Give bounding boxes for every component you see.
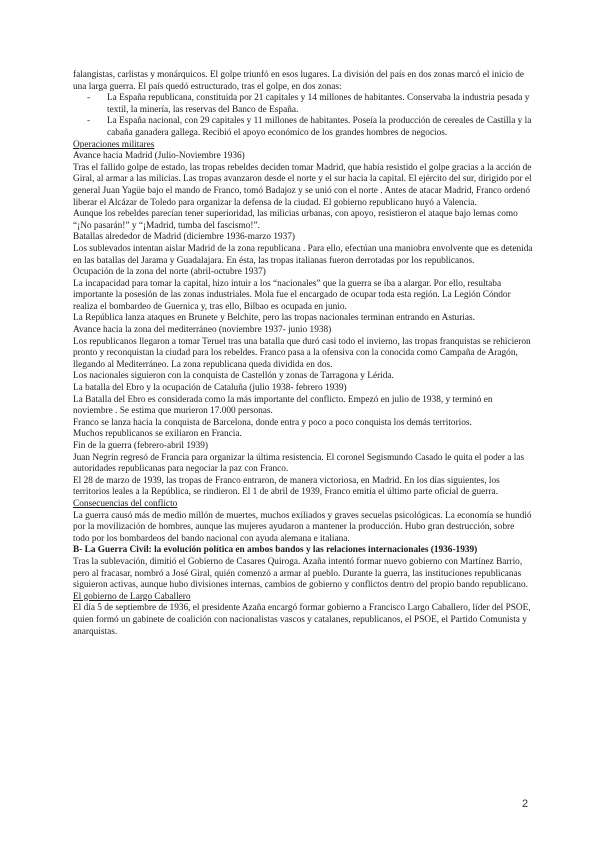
zones-list xyxy=(73,93,533,139)
subheading-batallas: Batallas alrededor de Madrid (diciembre 1936-marzo 1937) xyxy=(73,232,296,243)
list-item-text: La España republicana, constituida por 21 capitales y 14 millones de habitantes. Conservaba la industria pesada y textil, la minería, las reservas del Banco de España. xyxy=(107,93,530,115)
paragraph: La República lanza ataques en Brunete y Belchite, pero las tropas nacionales terminan entrando en Asturias. xyxy=(73,313,475,324)
bullet-dash: - xyxy=(87,93,91,104)
paragraph: Tras la sublevación, dimitió el Gobierno de Casares Quiroga. Azaña intentó formar nuevo gobierno con Martínez Barrio, pero al fracasar, nombró a José Giral, quién comenzó a armar al pueblo. Durante la guerra, las instituciones republicanas siguieron activas, aunque hubo divisiones internas, cambios de gobierno y conflictos dentro del propio bando republicano. xyxy=(73,556,528,591)
paragraph: El día 5 de septiembre de 1936, el presidente Azaña encargó formar gobierno a Francisco Largo Caballero, líder del PSOE, quien formó un gabinete de coalición con nacionalistas vascos y catalanes, republicanos, el PSOE, el Partido Comunista y anarquistas. xyxy=(73,603,531,637)
list-item-text: La España nacional, con 29 capitales y 11 millones de habitantes. Poseía la producción de cereales de Castilla y la cabaña ganadera gallega. Recibió el apoyo económico de los grandes hombres de negocios. xyxy=(107,116,532,138)
paragraph: El 28 de marzo de 1939, las tropas de Franco entraron, de manera victoriosa, en Madrid. En los días siguientes, los territorios leales a la República, se rindieron. El 1 de abril de 1939, Franco emitía el último parte oficial de guerra. xyxy=(73,475,500,498)
subheading-mediterraneo: Avance hacia la zona del mediterráneo (noviembre 1937- junio 1938) xyxy=(73,325,332,336)
section-heading-operaciones: Operaciones militares xyxy=(73,139,155,150)
paragraph: La guerra causó más de medio millón de muertes, muchos exiliados y graves secuelas psicológicas. La economía se hundió por la movilización de hombres, aunque las mujeres ayudaron a mantener la producción. Hubo gran destrucción, sobre todo por los bombardeos del bando nacional con ayuda alemana e italiana. xyxy=(73,510,532,544)
paragraph: Los sublevados intentan aislar Madrid de la zona republicana . Para ello, efectúan una maniobra envolvente que es detenida en las batallas del Jarama y Guadalajara. En ésta, las tropas italianas fueron derrotadas por los republicanos. xyxy=(73,243,533,266)
paragraph: Muchos republicanos se exiliaron en Francia. xyxy=(73,429,242,440)
page-number: 2 xyxy=(522,798,529,810)
paragraph: La Batalla del Ebro es considerada como la más importante del conflicto. Empezó en julio de 1938, y terminó en noviembre . Se estima que murieron 17.000 personas. xyxy=(73,394,493,417)
subheading-madrid: Avance hacia Madrid (Julio-Noviembre 1936) xyxy=(73,151,245,162)
section-heading-b: B- La Guerra Civil: la evolución política en ambos bandos y las relaciones internacionales (1936-1939) xyxy=(73,545,478,556)
paragraph: Juan Negrín regresó de Francia para organizar la última resistencia. El coronel Segismundo Casado le quita el poder a las autoridades republicanas para negociar la paz con Franco. xyxy=(73,452,525,475)
subheading-norte: Ocupación de la zona del norte (abril-octubre 1937) xyxy=(73,267,266,278)
paragraph: Aunque los rebeldes parecían tener superioridad, las milicias urbanas, con apoyo, resistieron el ataque bajo lemas como “¡No pasarán!” y “¡Madrid, tumba del fascismo!”. xyxy=(73,209,518,231)
section-heading-consecuencias: Consecuencias del conflicto xyxy=(73,498,178,509)
section-heading-largo-caballero: El gobierno de Largo Caballero xyxy=(73,591,191,602)
paragraph: Los nacionales siguieron con la conquista de Castellón y zonas de Tarragona y Lérida. xyxy=(73,371,394,382)
subheading-ebro: La batalla del Ebro y la ocupación de Cataluña (julio 1938- febrero 1939) xyxy=(73,383,347,394)
paragraph: Franco se lanza hacia la conquista de Barcelona, donde entra y poco a poco conquista los demás territorios. xyxy=(73,417,472,428)
paragraph: La incapacidad para tomar la capital, hizo intuir a los “nacionales” que la guerra se iba a alargar. Por ello, resultaba importante la posesión de las zonas industriales. Mola fue el encargado de ocupar toda esta región. La Legión Cóndor realiza el bombardeo de Guernica y, tras ello, Bilbao es ocupada en junio. xyxy=(73,278,511,312)
bullet-dash: - xyxy=(87,116,91,127)
paragraph: Tras el fallido golpe de estado, las tropas rebeldes deciden tomar Madrid, que había resistido el golpe gracias a la acción de Giral, al armar a las milicias. Las tropas avanzaron desde el norte y el sur hacia la capital. El ejército del sur, dirigido por el general Juan Yagüe bajo el mando de Franco, tomó Badajoz y se unió con el norte . Antes de atacar Madrid, Franco ordenó liberar el Alcázar de Toledo para organizar la defensa de la ciudad. El gobierno republicano huyó a Valencia. xyxy=(73,162,532,208)
subheading-fin: Fin de la guerra (febrero-abril 1939) xyxy=(73,441,209,451)
document-page xyxy=(73,70,533,638)
list-item xyxy=(73,93,533,116)
paragraph: Los republicanos llegaron a tomar Teruel tras una batalla que duró casi todo el invierno, las tropas franquistas se rehicieron pronto y reconquistan la ciudad para los rebeldes. Franco pasa a la ofensiva con la conocida como Campaña de Aragón, llegando al Mediterráneo. La zona republicana queda dividida en dos. xyxy=(73,336,531,370)
list-item xyxy=(73,116,533,139)
intro-paragraph: falangistas, carlistas y monárquicos. El golpe triunfó en esos lugares. La división del país en dos zonas marcó el inicio de una larga guerra. El país quedó estructurado, tras el golpe, en dos zonas: xyxy=(73,70,525,92)
